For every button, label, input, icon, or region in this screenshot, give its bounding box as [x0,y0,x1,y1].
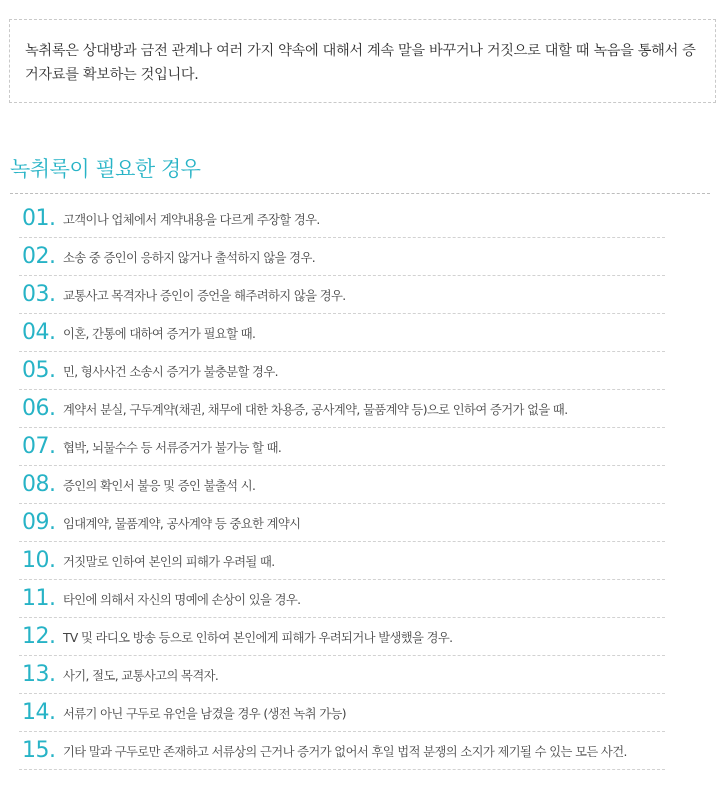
case-number: 13. [22,662,56,687]
case-number: 05. [22,358,56,383]
list-item [19,580,665,618]
case-text: 타인에 의해서 자신의 명예에 손상이 있을 경우. [63,592,301,607]
case-number: 07. [22,434,56,459]
case-number: 04. [22,320,56,345]
case-number: 11. [22,586,56,611]
intro-text: 녹취록은 상대방과 금전 관계나 여러 가지 약속에 대해서 계속 말을 바꾸거나 거짓으로 대할 때 녹음을 통해서 증거자료를 확보하는 것입니다. [25,43,696,83]
case-text: 교통사고 목격자나 증인이 증언을 해주려하지 않을 경우. [63,288,346,303]
list-item [19,694,665,732]
case-number: 15. [22,738,56,763]
case-text: 기타 말과 구두로만 존재하고 서류상의 근거나 증거가 없어서 후일 법적 분쟁의 소지가 제기될 수 있는 모든 사건. [63,744,627,759]
list-item [19,314,665,352]
case-text: 소송 중 증인이 응하지 않거나 출석하지 않을 경우. [63,250,316,265]
list-item [19,276,665,314]
case-number: 14. [22,700,56,725]
list-item [19,732,665,770]
list-item [19,352,665,390]
section-divider [10,193,710,194]
case-text: 증인의 확인서 불응 및 증인 불출석 시. [63,478,256,493]
list-item [19,200,665,238]
case-text: 사기, 절도, 교통사고의 목격자. [63,668,219,683]
case-number: 10. [22,548,56,573]
list-item [19,618,665,656]
case-number: 08. [22,472,56,497]
case-number: 02. [22,244,56,269]
case-text: 이혼, 간통에 대하여 증거가 필요할 때. [63,326,256,341]
case-text: 고객이나 업체에서 계약내용을 다르게 주장할 경우. [63,212,320,227]
list-item [19,504,665,542]
case-number: 09. [22,510,56,535]
list-item [19,390,665,428]
case-text: 임대계약, 물품계약, 공사계약 등 중요한 계약시 [63,516,301,531]
intro-box [9,19,716,103]
list-item [19,466,665,504]
case-text: 계약서 분실, 구두계약(채권, 채무에 대한 차용증, 공사계약, 물품계약 등)으로 인하여 증거가 없을 때. [63,402,568,417]
case-text: 거짓말로 인하여 본인의 피해가 우려될 때. [63,554,275,569]
list-item [19,656,665,694]
case-list [19,200,665,770]
case-number: 01. [22,206,56,231]
case-number: 03. [22,282,56,307]
list-item [19,428,665,466]
case-text: 서류기 아닌 구두로 유언을 남겼을 경우 (생전 녹취 가능) [63,706,346,721]
case-text: 협박, 뇌물수수 등 서류증거가 불가능 할 때. [63,440,282,455]
section-title: 녹취록이 필요한 경우 [10,157,201,181]
case-text: 민, 형사사건 소송시 증거가 불충분할 경우. [63,364,278,379]
case-number: 12. [22,624,56,649]
case-text: TV 및 라디오 방송 등으로 인하여 본인에게 피해가 우려되거나 발생했을 경우. [63,630,453,645]
list-item [19,542,665,580]
list-item [19,238,665,276]
case-number: 06. [22,396,56,421]
